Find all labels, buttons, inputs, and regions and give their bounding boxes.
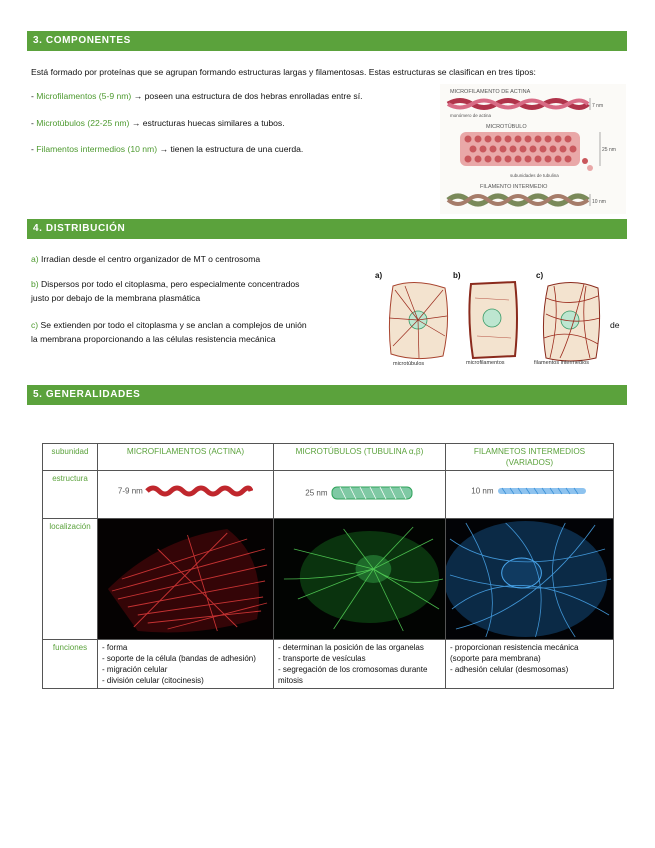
distribution-c-text1: Se extienden por todo el citoplasma y se anclan a complejos de unión xyxy=(38,320,307,330)
distribution-b xyxy=(31,278,299,291)
section-3-header: 3. COMPONENTES xyxy=(27,31,627,51)
item-name: Microfilamentos (5-9 nm) xyxy=(36,91,132,101)
dim-actina: 7 nm xyxy=(592,103,604,109)
label-actina: MICROFILAMENTO DE ACTINA xyxy=(450,89,531,95)
row-head-estructura: estructura xyxy=(43,471,98,519)
filament-types-figure xyxy=(440,84,626,214)
estructura-microtubulos xyxy=(274,471,446,519)
label-tubulina: subunidades de tubulina xyxy=(510,173,559,178)
letter-b: b) xyxy=(31,279,39,289)
distribution-c-line2: la membrana proporcionando a las células resistencia mecánica xyxy=(31,334,276,344)
table-row-localizacion xyxy=(43,519,614,640)
letter-a: a) xyxy=(31,254,39,264)
distribution-a-text: Irradian desde el centro organizador de MT o centrosoma xyxy=(38,254,261,264)
actin-filament-drawing xyxy=(448,101,588,108)
table-row-estructura xyxy=(43,471,614,519)
actin-strand-icon xyxy=(145,485,253,497)
distribution-c-de: de xyxy=(610,320,620,330)
function-item: - determinan la posición de las organelas xyxy=(278,643,424,652)
function-item: - adhesión celular (desmosomas) xyxy=(450,665,569,674)
generalidades-table xyxy=(42,443,614,689)
label-microtubulo: MICROTÚBULO xyxy=(486,124,527,130)
funciones-microfilamentos xyxy=(98,640,274,689)
label-monomero: monómero de actina xyxy=(450,113,492,118)
distribution-a xyxy=(31,253,260,266)
item-name: Filamentos intermedios (10 nm) xyxy=(36,144,158,154)
section-4-header: 4. DISTRIBUCIÓN xyxy=(27,219,627,239)
microtubule-drawing xyxy=(460,132,593,171)
cell-a-letter: a) xyxy=(375,271,383,280)
estructura-intermedios xyxy=(446,471,614,519)
cell-b-letter: b) xyxy=(453,271,461,280)
col-head-microfilamentos: MICROFILAMENTOS (ACTINA) xyxy=(98,444,274,471)
micrograph-intermediate xyxy=(446,519,614,640)
item-prefix: - xyxy=(31,91,37,101)
function-item: - división celular (citocinesis) xyxy=(102,676,204,685)
item-desc: → estructuras huecas similares a tubos. xyxy=(129,118,285,128)
cell-c-caption: filamentos intermedios xyxy=(534,360,590,366)
item-desc: → tienen la estructura de una cuerda. xyxy=(157,144,304,154)
distribution-c xyxy=(31,319,307,332)
table-row-subunidad xyxy=(43,444,614,471)
row-head-funciones: funciones xyxy=(43,640,98,689)
distribution-b-text1: Dispersos por todo el citoplasma, pero especialmente concentrados xyxy=(38,279,300,289)
row-head-localizacion: localización xyxy=(43,519,98,640)
cell-b-caption: microfilamentos xyxy=(466,360,505,366)
function-item: - segregación de los cromosomas durante mitosis xyxy=(278,665,428,685)
component-filamentos-intermedios xyxy=(31,143,303,156)
function-item: - forma xyxy=(102,643,128,652)
actin-micrograph-image xyxy=(98,519,273,639)
table-row-funciones xyxy=(43,640,614,689)
estructura-microfilamentos xyxy=(98,471,274,519)
letter-c: c) xyxy=(31,320,39,330)
section-3-intro: Está formado por proteínas que se agrupan formando estructuras largas y filamentosas. Estas estructuras se clasifican en tres tipos: xyxy=(31,67,536,77)
intermediate-rope-icon xyxy=(496,486,588,496)
item-name: Microtúbulos (22-25 nm) xyxy=(36,118,130,128)
col-head-intermedios: FILAMNETOS INTERMEDIOS (VARIADOS) xyxy=(446,444,614,471)
component-microfilamentos xyxy=(31,90,363,103)
item-prefix: - xyxy=(31,144,37,154)
distribution-b-line2: justo por debajo de la membrana plasmática xyxy=(31,293,201,303)
dim-intermedio: 10 nm xyxy=(592,199,606,205)
col-head-microtubulos: MICROTÚBULOS (TUBULINA α,β) xyxy=(274,444,446,471)
row-head-subunidad: subunidad xyxy=(43,444,98,471)
label-intermedio: FILAMENTO INTERMEDIO xyxy=(480,184,548,190)
function-item: - migración celular xyxy=(102,665,168,674)
cell-b-microfilaments xyxy=(465,278,525,362)
cell-a-microtubules xyxy=(385,276,455,362)
size-label: 7-9 nm xyxy=(117,486,143,496)
function-item: - proporcionan resistencia mecánica (soporte para membrana) xyxy=(450,643,579,663)
size-label: 10 nm xyxy=(471,486,494,496)
component-microtubulos xyxy=(31,117,285,130)
funciones-intermedios xyxy=(446,640,614,689)
function-item: - soporte de la célula (bandas de adhesión) xyxy=(102,654,256,663)
micrograph-tubulin xyxy=(274,519,446,640)
cell-c-letter: c) xyxy=(536,271,544,280)
intermediate-micrograph-image xyxy=(446,519,613,639)
item-prefix: - xyxy=(31,118,37,128)
microtubule-tube-icon xyxy=(330,485,414,501)
micrograph-actin xyxy=(98,519,274,640)
item-desc: → poseen una estructura de dos hebras enrolladas entre sí. xyxy=(131,91,363,101)
section-5-header: 5. GENERALIDADES xyxy=(27,385,627,405)
tubulin-micrograph-image xyxy=(274,519,445,639)
funciones-microtubulos xyxy=(274,640,446,689)
size-label: 25 nm xyxy=(305,488,328,498)
cell-c-intermediate xyxy=(540,278,604,364)
dim-microtubulo: 25 nm xyxy=(602,147,616,153)
function-item: - transporte de vesículas xyxy=(278,654,366,663)
cell-a-caption: microtúbulos xyxy=(393,361,425,367)
